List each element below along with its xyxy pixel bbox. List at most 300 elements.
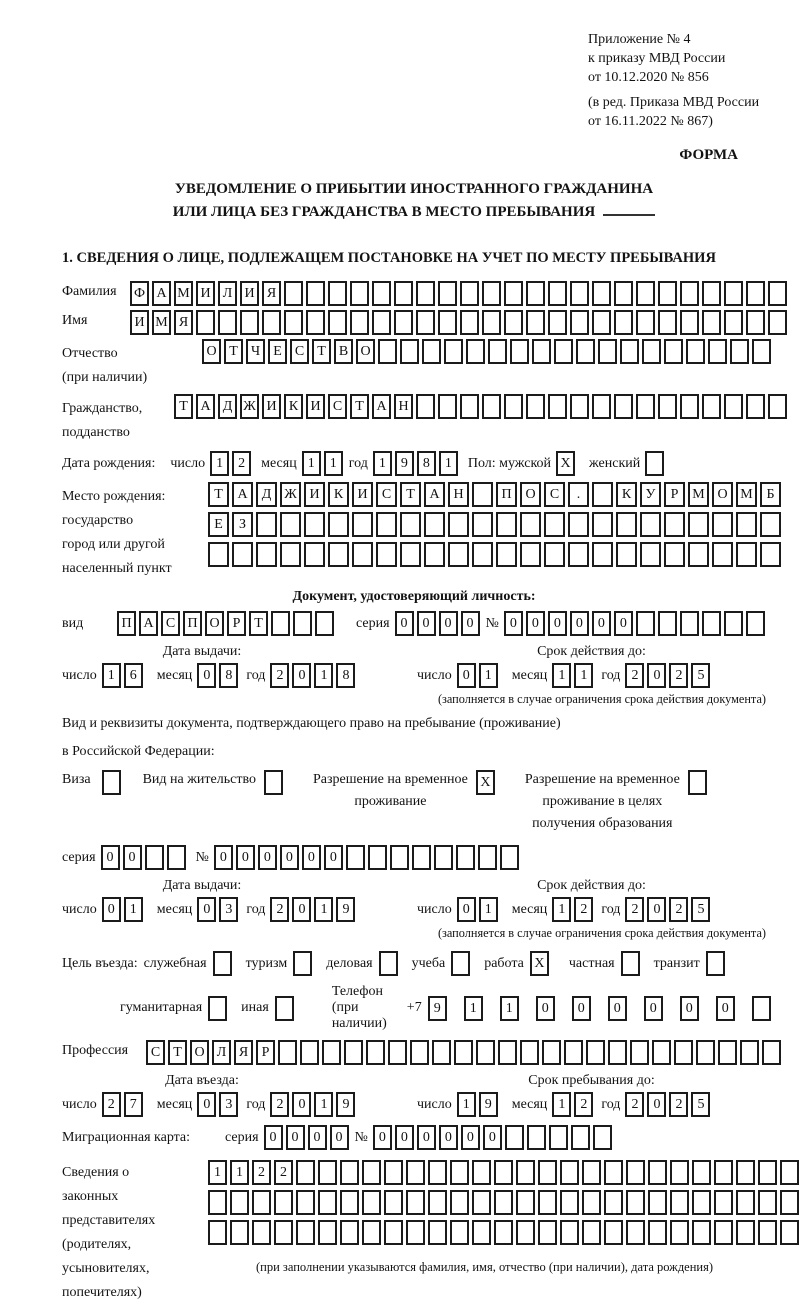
- form-cell[interactable]: [758, 1220, 777, 1245]
- form-cell[interactable]: [372, 281, 391, 306]
- form-cell[interactable]: [768, 394, 787, 419]
- form-cell[interactable]: [752, 996, 771, 1021]
- permit-expiry-month-cells[interactable]: [552, 897, 593, 922]
- form-cell[interactable]: [275, 996, 294, 1021]
- form-cell[interactable]: [428, 1160, 447, 1185]
- form-cell[interactable]: [620, 339, 639, 364]
- form-cell[interactable]: X: [556, 451, 575, 476]
- form-cell[interactable]: [472, 482, 493, 507]
- purpose-study-checkbox[interactable]: [451, 951, 484, 976]
- form-cell[interactable]: [500, 845, 519, 870]
- form-cell[interactable]: [400, 512, 421, 537]
- form-cell[interactable]: [702, 394, 721, 419]
- form-cell[interactable]: 0: [373, 1125, 392, 1150]
- patronymic-cells[interactable]: [202, 339, 771, 364]
- form-cell[interactable]: [542, 1040, 561, 1065]
- form-cell[interactable]: А: [152, 281, 171, 306]
- form-cell[interactable]: [318, 1190, 337, 1215]
- form-cell[interactable]: [648, 1220, 667, 1245]
- form-cell[interactable]: О: [202, 339, 221, 364]
- form-cell[interactable]: З: [232, 512, 253, 537]
- form-cell[interactable]: [505, 1125, 524, 1150]
- birth-month-cells[interactable]: [302, 451, 343, 476]
- form-cell[interactable]: [340, 1160, 359, 1185]
- form-cell[interactable]: О: [520, 482, 541, 507]
- form-cell[interactable]: 1: [230, 1160, 249, 1185]
- form-cell[interactable]: [494, 1160, 513, 1185]
- form-cell[interactable]: [230, 1190, 249, 1215]
- form-cell[interactable]: [780, 1160, 799, 1185]
- form-cell[interactable]: [232, 542, 253, 567]
- form-cell[interactable]: 0: [417, 611, 436, 636]
- form-cell[interactable]: [670, 1190, 689, 1215]
- form-cell[interactable]: 2: [270, 897, 289, 922]
- form-cell[interactable]: [410, 1040, 429, 1065]
- form-cell[interactable]: И: [306, 394, 325, 419]
- form-cell[interactable]: [548, 394, 567, 419]
- form-cell[interactable]: [706, 951, 725, 976]
- entry-year-cells[interactable]: [270, 1092, 355, 1117]
- form-cell[interactable]: [598, 339, 617, 364]
- form-cell[interactable]: 2: [270, 663, 289, 688]
- form-cell[interactable]: [568, 542, 589, 567]
- form-cell[interactable]: [680, 281, 699, 306]
- form-cell[interactable]: [604, 1220, 623, 1245]
- form-cell[interactable]: [636, 310, 655, 335]
- legal-reps-cells-row2[interactable]: [208, 1190, 800, 1215]
- form-cell[interactable]: Я: [262, 281, 281, 306]
- form-cell[interactable]: [372, 310, 391, 335]
- migr-series-cells[interactable]: [264, 1125, 349, 1150]
- form-cell[interactable]: [544, 542, 565, 567]
- form-cell[interactable]: [768, 310, 787, 335]
- form-cell[interactable]: X: [530, 951, 549, 976]
- form-cell[interactable]: Б: [760, 482, 781, 507]
- form-cell[interactable]: [362, 1190, 381, 1215]
- form-cell[interactable]: 9: [336, 897, 355, 922]
- form-cell[interactable]: С: [290, 339, 309, 364]
- form-cell[interactable]: 1: [464, 996, 483, 1021]
- residence-permit-checkbox[interactable]: [256, 769, 283, 795]
- form-cell[interactable]: 1: [479, 663, 498, 688]
- profession-cells[interactable]: [146, 1040, 781, 1065]
- permit-issue-month-cells[interactable]: [197, 897, 238, 922]
- form-cell[interactable]: [680, 394, 699, 419]
- form-cell[interactable]: Ж: [280, 482, 301, 507]
- permit-issue-day-cells[interactable]: [102, 897, 143, 922]
- form-cell[interactable]: П: [117, 611, 136, 636]
- form-cell[interactable]: [376, 542, 397, 567]
- form-cell[interactable]: Л: [218, 281, 237, 306]
- form-cell[interactable]: 0: [236, 845, 255, 870]
- form-cell[interactable]: Ч: [246, 339, 265, 364]
- form-cell[interactable]: [688, 542, 709, 567]
- form-cell[interactable]: 2: [669, 1092, 688, 1117]
- form-cell[interactable]: О: [205, 611, 224, 636]
- sex-female-checkbox[interactable]: [645, 451, 664, 476]
- form-cell[interactable]: [538, 1160, 557, 1185]
- form-cell[interactable]: 5: [691, 663, 710, 688]
- form-cell[interactable]: 0: [395, 1125, 414, 1150]
- form-cell[interactable]: [476, 1040, 495, 1065]
- form-cell[interactable]: [293, 951, 312, 976]
- legal-reps-cells-row1[interactable]: [208, 1160, 800, 1185]
- form-cell[interactable]: [664, 512, 685, 537]
- form-cell[interactable]: [760, 512, 781, 537]
- form-cell[interactable]: X: [476, 770, 495, 795]
- form-cell[interactable]: С: [146, 1040, 165, 1065]
- form-cell[interactable]: [376, 512, 397, 537]
- form-cell[interactable]: [472, 512, 493, 537]
- form-cell[interactable]: [568, 512, 589, 537]
- form-cell[interactable]: [658, 310, 677, 335]
- form-cell[interactable]: [494, 1220, 513, 1245]
- form-cell[interactable]: 0: [457, 663, 476, 688]
- form-cell[interactable]: [274, 1190, 293, 1215]
- form-cell[interactable]: [394, 281, 413, 306]
- form-cell[interactable]: Р: [227, 611, 246, 636]
- form-cell[interactable]: [626, 1160, 645, 1185]
- form-cell[interactable]: [450, 1190, 469, 1215]
- form-cell[interactable]: [256, 542, 277, 567]
- form-cell[interactable]: [592, 310, 611, 335]
- form-cell[interactable]: [526, 281, 545, 306]
- form-cell[interactable]: [352, 512, 373, 537]
- permit-series-cells[interactable]: [101, 845, 186, 870]
- form-cell[interactable]: [340, 1220, 359, 1245]
- form-cell[interactable]: 0: [286, 1125, 305, 1150]
- form-cell[interactable]: [460, 394, 479, 419]
- stay-day-cells[interactable]: [457, 1092, 498, 1117]
- form-cell[interactable]: [746, 611, 765, 636]
- form-cell[interactable]: 1: [314, 897, 333, 922]
- form-cell[interactable]: [636, 611, 655, 636]
- form-cell[interactable]: [428, 1190, 447, 1215]
- form-cell[interactable]: [520, 512, 541, 537]
- form-cell[interactable]: О: [190, 1040, 209, 1065]
- form-cell[interactable]: [640, 512, 661, 537]
- form-cell[interactable]: 9: [395, 451, 414, 476]
- form-cell[interactable]: 1: [124, 897, 143, 922]
- form-cell[interactable]: [702, 611, 721, 636]
- form-cell[interactable]: [102, 770, 121, 795]
- form-cell[interactable]: А: [232, 482, 253, 507]
- entry-day-cells[interactable]: [102, 1092, 143, 1117]
- form-cell[interactable]: [240, 310, 259, 335]
- form-cell[interactable]: 1: [302, 451, 321, 476]
- form-cell[interactable]: [328, 281, 347, 306]
- form-cell[interactable]: А: [372, 394, 391, 419]
- form-cell[interactable]: Е: [208, 512, 229, 537]
- form-cell[interactable]: 1: [457, 1092, 476, 1117]
- form-cell[interactable]: [592, 512, 613, 537]
- form-cell[interactable]: 1: [439, 451, 458, 476]
- form-cell[interactable]: [714, 1190, 733, 1215]
- form-cell[interactable]: 0: [439, 1125, 458, 1150]
- form-cell[interactable]: [516, 1220, 535, 1245]
- form-cell[interactable]: [604, 1190, 623, 1215]
- form-cell[interactable]: У: [640, 482, 661, 507]
- form-cell[interactable]: 2: [252, 1160, 271, 1185]
- form-cell[interactable]: [304, 512, 325, 537]
- form-cell[interactable]: [510, 339, 529, 364]
- form-cell[interactable]: 0: [716, 996, 735, 1021]
- form-cell[interactable]: [560, 1160, 579, 1185]
- form-cell[interactable]: [388, 1040, 407, 1065]
- form-cell[interactable]: [526, 310, 545, 335]
- form-cell[interactable]: 1: [102, 663, 121, 688]
- form-cell[interactable]: 0: [292, 1092, 311, 1117]
- form-cell[interactable]: [296, 1220, 315, 1245]
- form-cell[interactable]: 8: [336, 663, 355, 688]
- form-cell[interactable]: [648, 1160, 667, 1185]
- form-cell[interactable]: [488, 339, 507, 364]
- form-cell[interactable]: 0: [548, 611, 567, 636]
- form-cell[interactable]: [621, 951, 640, 976]
- form-cell[interactable]: Т: [312, 339, 331, 364]
- form-cell[interactable]: [460, 281, 479, 306]
- form-cell[interactable]: [218, 310, 237, 335]
- form-cell[interactable]: [670, 1160, 689, 1185]
- form-cell[interactable]: Ф: [130, 281, 149, 306]
- form-cell[interactable]: [714, 1220, 733, 1245]
- form-cell[interactable]: [582, 1190, 601, 1215]
- form-cell[interactable]: 6: [124, 663, 143, 688]
- form-cell[interactable]: [582, 1220, 601, 1245]
- form-cell[interactable]: [760, 542, 781, 567]
- form-cell[interactable]: [252, 1190, 271, 1215]
- form-cell[interactable]: [318, 1220, 337, 1245]
- birthplace-cells-row3[interactable]: [208, 542, 781, 567]
- form-cell[interactable]: [592, 482, 613, 507]
- form-cell[interactable]: [344, 1040, 363, 1065]
- form-cell[interactable]: [740, 1040, 759, 1065]
- form-cell[interactable]: Р: [664, 482, 685, 507]
- form-cell[interactable]: 1: [479, 897, 498, 922]
- form-cell[interactable]: [538, 1220, 557, 1245]
- form-cell[interactable]: [438, 281, 457, 306]
- form-cell[interactable]: [271, 611, 290, 636]
- form-cell[interactable]: [208, 542, 229, 567]
- form-cell[interactable]: 0: [572, 996, 591, 1021]
- form-cell[interactable]: 0: [526, 611, 545, 636]
- form-cell[interactable]: П: [183, 611, 202, 636]
- form-cell[interactable]: Т: [350, 394, 369, 419]
- form-cell[interactable]: [780, 1220, 799, 1245]
- form-cell[interactable]: М: [152, 310, 171, 335]
- form-cell[interactable]: [608, 1040, 627, 1065]
- form-cell[interactable]: [328, 542, 349, 567]
- form-cell[interactable]: [362, 1160, 381, 1185]
- form-cell[interactable]: [626, 1220, 645, 1245]
- form-cell[interactable]: [746, 310, 765, 335]
- form-cell[interactable]: [736, 1220, 755, 1245]
- form-cell[interactable]: [278, 1040, 297, 1065]
- form-cell[interactable]: [252, 1220, 271, 1245]
- form-cell[interactable]: [554, 339, 573, 364]
- form-cell[interactable]: 9: [336, 1092, 355, 1117]
- form-cell[interactable]: 0: [608, 996, 627, 1021]
- form-cell[interactable]: 1: [373, 451, 392, 476]
- form-cell[interactable]: [478, 845, 497, 870]
- form-cell[interactable]: 0: [214, 845, 233, 870]
- form-cell[interactable]: [368, 845, 387, 870]
- form-cell[interactable]: [406, 1160, 425, 1185]
- form-cell[interactable]: Т: [174, 394, 193, 419]
- form-cell[interactable]: [586, 1040, 605, 1065]
- form-cell[interactable]: [640, 542, 661, 567]
- form-cell[interactable]: [434, 845, 453, 870]
- form-cell[interactable]: [724, 611, 743, 636]
- form-cell[interactable]: 0: [570, 611, 589, 636]
- form-cell[interactable]: 0: [536, 996, 555, 1021]
- form-cell[interactable]: [692, 1160, 711, 1185]
- form-cell[interactable]: [448, 542, 469, 567]
- form-cell[interactable]: 1: [210, 451, 229, 476]
- form-cell[interactable]: [284, 310, 303, 335]
- form-cell[interactable]: [378, 339, 397, 364]
- form-cell[interactable]: [626, 1190, 645, 1215]
- legal-reps-cells-row3[interactable]: [208, 1220, 800, 1245]
- form-cell[interactable]: В: [334, 339, 353, 364]
- form-cell[interactable]: 0: [292, 663, 311, 688]
- phone-cells[interactable]: [428, 996, 785, 1021]
- form-cell[interactable]: [642, 339, 661, 364]
- form-cell[interactable]: [350, 310, 369, 335]
- form-cell[interactable]: [504, 281, 523, 306]
- birthplace-cells-row1[interactable]: [208, 482, 781, 507]
- form-cell[interactable]: 3: [219, 897, 238, 922]
- form-cell[interactable]: [482, 394, 501, 419]
- form-cell[interactable]: [208, 1190, 227, 1215]
- form-cell[interactable]: [696, 1040, 715, 1065]
- form-cell[interactable]: [306, 310, 325, 335]
- form-cell[interactable]: М: [736, 482, 757, 507]
- form-cell[interactable]: [379, 951, 398, 976]
- form-cell[interactable]: 8: [219, 663, 238, 688]
- form-cell[interactable]: А: [139, 611, 158, 636]
- form-cell[interactable]: 0: [483, 1125, 502, 1150]
- form-cell[interactable]: 2: [625, 897, 644, 922]
- form-cell[interactable]: [496, 542, 517, 567]
- form-cell[interactable]: [570, 281, 589, 306]
- permit-number-cells[interactable]: [214, 845, 519, 870]
- form-cell[interactable]: 2: [274, 1160, 293, 1185]
- purpose-humanitarian-checkbox[interactable]: [208, 996, 241, 1021]
- form-cell[interactable]: [736, 1190, 755, 1215]
- form-cell[interactable]: [366, 1040, 385, 1065]
- form-cell[interactable]: [167, 845, 186, 870]
- form-cell[interactable]: 0: [102, 897, 121, 922]
- form-cell[interactable]: [636, 281, 655, 306]
- form-cell[interactable]: [472, 542, 493, 567]
- form-cell[interactable]: [256, 512, 277, 537]
- form-cell[interactable]: [664, 339, 683, 364]
- form-cell[interactable]: [208, 1220, 227, 1245]
- form-cell[interactable]: М: [174, 281, 193, 306]
- form-cell[interactable]: 0: [439, 611, 458, 636]
- form-cell[interactable]: К: [616, 482, 637, 507]
- birth-year-cells[interactable]: [373, 451, 458, 476]
- form-cell[interactable]: 0: [647, 897, 666, 922]
- form-cell[interactable]: [592, 542, 613, 567]
- form-cell[interactable]: [592, 394, 611, 419]
- form-cell[interactable]: [548, 281, 567, 306]
- form-cell[interactable]: [712, 512, 733, 537]
- form-cell[interactable]: [450, 1160, 469, 1185]
- form-cell[interactable]: [658, 281, 677, 306]
- form-cell[interactable]: И: [262, 394, 281, 419]
- form-cell[interactable]: 2: [574, 897, 593, 922]
- form-cell[interactable]: [592, 281, 611, 306]
- form-cell[interactable]: [616, 542, 637, 567]
- form-cell[interactable]: [450, 1220, 469, 1245]
- form-cell[interactable]: [614, 394, 633, 419]
- form-cell[interactable]: [196, 310, 215, 335]
- form-cell[interactable]: [322, 1040, 341, 1065]
- form-cell[interactable]: С: [328, 394, 347, 419]
- form-cell[interactable]: [516, 1190, 535, 1215]
- form-cell[interactable]: [472, 1190, 491, 1215]
- form-cell[interactable]: 0: [258, 845, 277, 870]
- form-cell[interactable]: 0: [614, 611, 633, 636]
- form-cell[interactable]: Т: [249, 611, 268, 636]
- form-cell[interactable]: [400, 339, 419, 364]
- form-cell[interactable]: [482, 310, 501, 335]
- form-cell[interactable]: 9: [479, 1092, 498, 1117]
- form-cell[interactable]: [780, 1190, 799, 1215]
- form-cell[interactable]: [636, 394, 655, 419]
- form-cell[interactable]: 2: [232, 451, 251, 476]
- form-cell[interactable]: [544, 512, 565, 537]
- form-cell[interactable]: 2: [625, 1092, 644, 1117]
- form-cell[interactable]: [362, 1220, 381, 1245]
- form-cell[interactable]: [758, 1160, 777, 1185]
- form-cell[interactable]: [406, 1220, 425, 1245]
- form-cell[interactable]: А: [424, 482, 445, 507]
- form-cell[interactable]: 1: [208, 1160, 227, 1185]
- form-cell[interactable]: 0: [457, 897, 476, 922]
- form-cell[interactable]: [296, 1160, 315, 1185]
- form-cell[interactable]: 1: [574, 663, 593, 688]
- form-cell[interactable]: [652, 1040, 671, 1065]
- form-cell[interactable]: [758, 1190, 777, 1215]
- form-cell[interactable]: [145, 845, 164, 870]
- form-cell[interactable]: И: [352, 482, 373, 507]
- form-cell[interactable]: Р: [256, 1040, 275, 1065]
- permit-expiry-day-cells[interactable]: [457, 897, 498, 922]
- form-cell[interactable]: [438, 394, 457, 419]
- form-cell[interactable]: 2: [669, 897, 688, 922]
- form-cell[interactable]: Д: [218, 394, 237, 419]
- purpose-tourism-checkbox[interactable]: [293, 951, 326, 976]
- form-cell[interactable]: 0: [197, 663, 216, 688]
- form-cell[interactable]: [570, 394, 589, 419]
- form-cell[interactable]: [614, 310, 633, 335]
- form-cell[interactable]: 5: [691, 897, 710, 922]
- form-cell[interactable]: [262, 310, 281, 335]
- form-cell[interactable]: [752, 339, 771, 364]
- form-cell[interactable]: 5: [691, 1092, 710, 1117]
- id-issue-month-cells[interactable]: [197, 663, 238, 688]
- form-cell[interactable]: Я: [234, 1040, 253, 1065]
- form-cell[interactable]: [702, 310, 721, 335]
- purpose-business-checkbox[interactable]: [379, 951, 412, 976]
- form-cell[interactable]: [762, 1040, 781, 1065]
- form-cell[interactable]: [444, 339, 463, 364]
- form-cell[interactable]: [570, 310, 589, 335]
- form-cell[interactable]: С: [376, 482, 397, 507]
